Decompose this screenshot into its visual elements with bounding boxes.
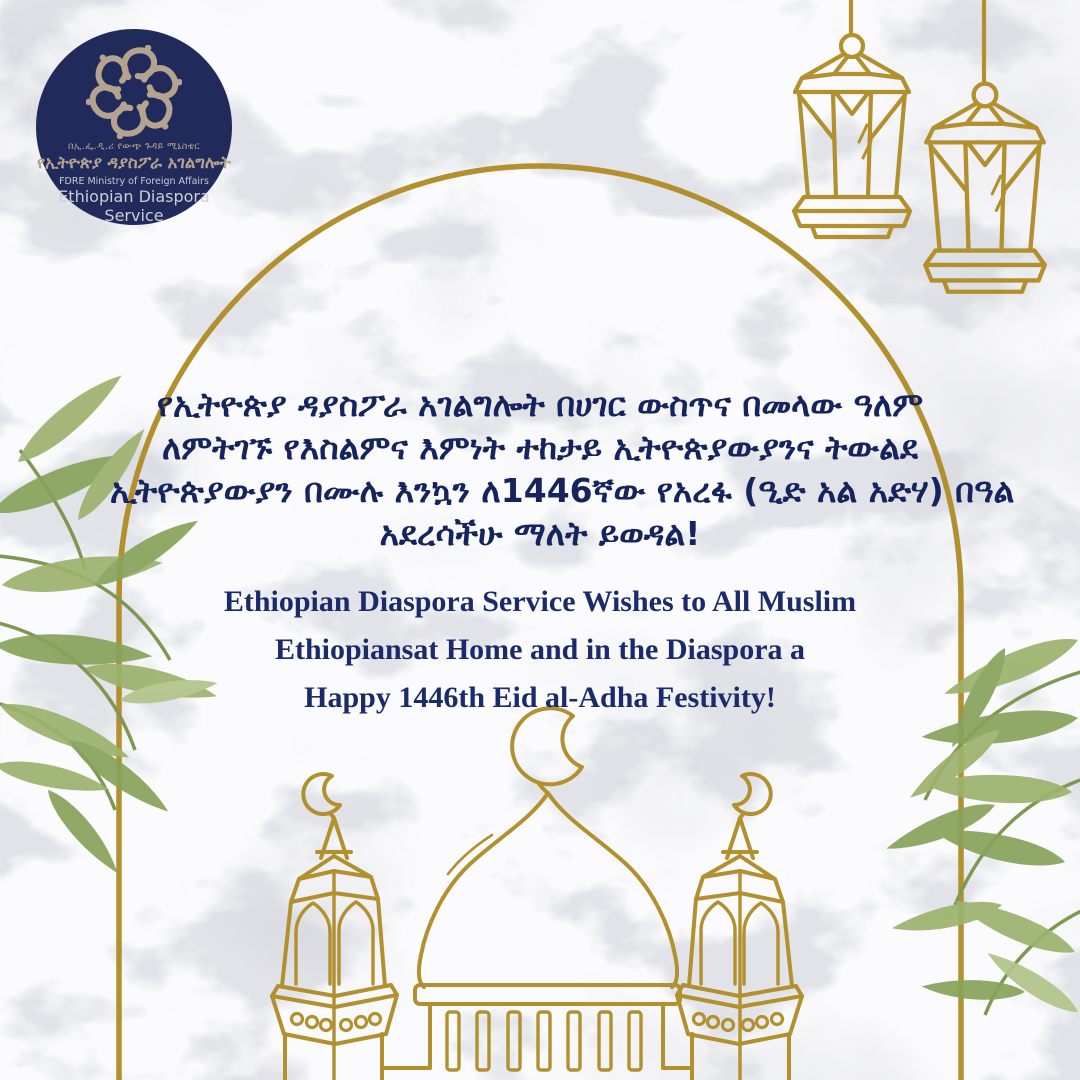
greeting-english-line: Ethiopiansat Home and in the Diaspora a: [274, 633, 806, 666]
greeting-amharic-line: ኢትዮጵያውያን በሙሉ እንኳን ለ1446ኛው የአረፋ (ዒድ አል አድሃ) በዓል: [110, 471, 1015, 510]
greeting-english: [90, 578, 990, 722]
diaspora-flower-mark-icon: [86, 45, 182, 139]
logo-ministry-english: FDRE Ministry of Foreign Affairs: [59, 176, 209, 187]
logo-ministry-amharic: በኢ.ፌ.ዲ.ሪ የውጭ ጉዳይ ሚኒስቴር: [68, 141, 200, 152]
greeting-amharic-line: ለምትገኙ የእስልምና እምነት ተከታይ ኢትዮጵያውያንና ትውልደ: [161, 428, 919, 467]
logo-service-amharic: የኢትዮጵያ ዳያስፖራ አገልግሎት: [37, 153, 231, 172]
logo-service-english: Ethiopian Diaspora Service: [58, 187, 210, 225]
greeting-english-line: Happy 1446th Eid al-Adha Festivity!: [304, 681, 776, 714]
organization-logo: [36, 29, 232, 225]
greeting-amharic-line: አደረሳችሁ ማለት ይወዳል!: [379, 514, 701, 553]
greeting-english-line: Ethiopian Diaspora Service Wishes to All Muslim: [223, 585, 857, 618]
greeting-amharic-line: የኢትዮጵያ ዳያስፖራ አገልግሎት በሀገር ውስጥና በመላው ዓለም: [156, 385, 924, 424]
greeting-amharic: [110, 383, 1015, 555]
